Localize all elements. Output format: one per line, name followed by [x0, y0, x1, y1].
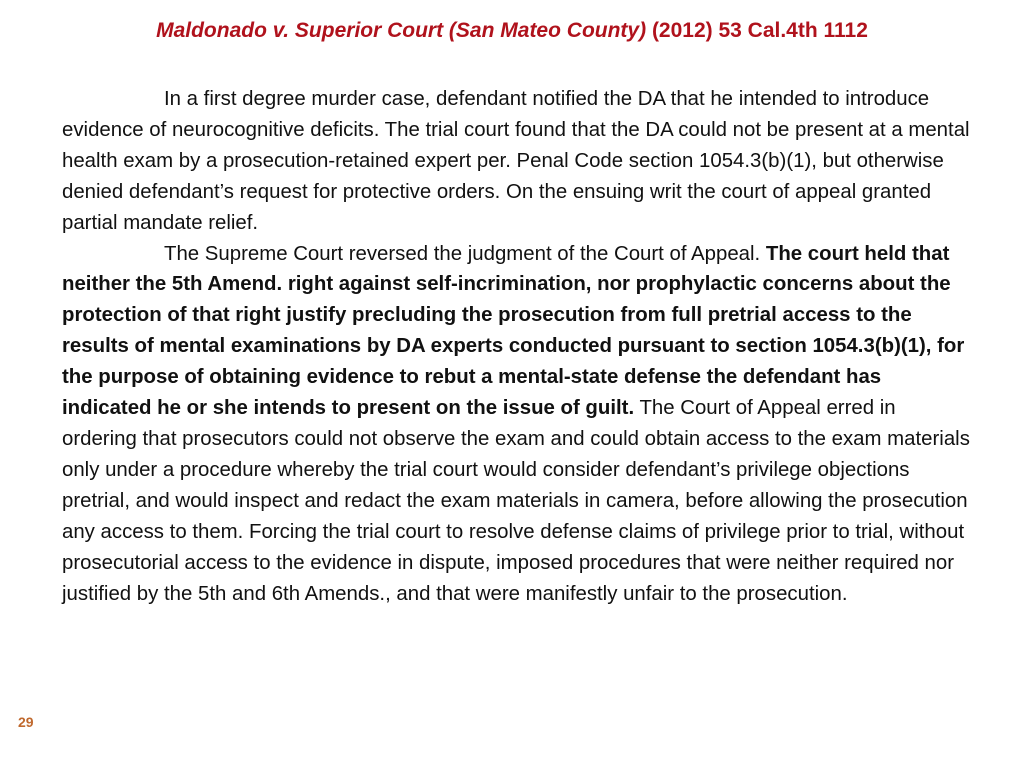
slide-title [0, 16, 1024, 46]
page-number: 29 [18, 714, 34, 730]
paragraph-ruling [62, 239, 972, 610]
ruling-intro: The Supreme Court reversed the judgment of the Court of Appeal. [164, 242, 761, 265]
slide-body [62, 84, 972, 609]
case-citation: (2012) 53 Cal.4th 1112 [651, 19, 868, 42]
case-name: Maldonado v. Superior Court (San Mateo County) [156, 19, 647, 42]
holding-text: The court held that neither the 5th Amend. right against self-incrimination, nor prophylactic concerns about the protection of that right justify precluding the prosecution from full pretrial access to the results of mental examinations by DA experts conducted pursuant to section 1054.3(b)(1), for the purpose of obtaining evidence to rebut a mental-state defense the defendant has indicated he or she intends to present on the issue of guilt. [62, 242, 965, 420]
paragraph-facts: In a first degree murder case, defendant notified the DA that he intended to introduce evidence of neurocognitive deficits. The trial court found that the DA could not be present at a mental health exam by a prosecution-retained expert per. Penal Code section 1054.3(b)(1), but otherwise denied defendant’s request for protective orders. On the ensuing writ the court of appeal granted partial mandate relief. [62, 88, 970, 234]
ruling-reasoning: The Court of Appeal erred in ordering that prosecutors could not observe the exam and could obtain access to the exam materials only under a procedure whereby the trial court would consider defendant’s privilege objections pretrial, and would inspect and redact the exam materials in camera, before allowing the prosecution any access to them. Forcing the trial court to resolve defense claims of privilege prior to trial, without prosecutorial access to the evidence in dispute, imposed procedures that were neither required nor justified by the 5th and 6th Amends., and that were manifestly unfair to the prosecution. [62, 397, 970, 605]
